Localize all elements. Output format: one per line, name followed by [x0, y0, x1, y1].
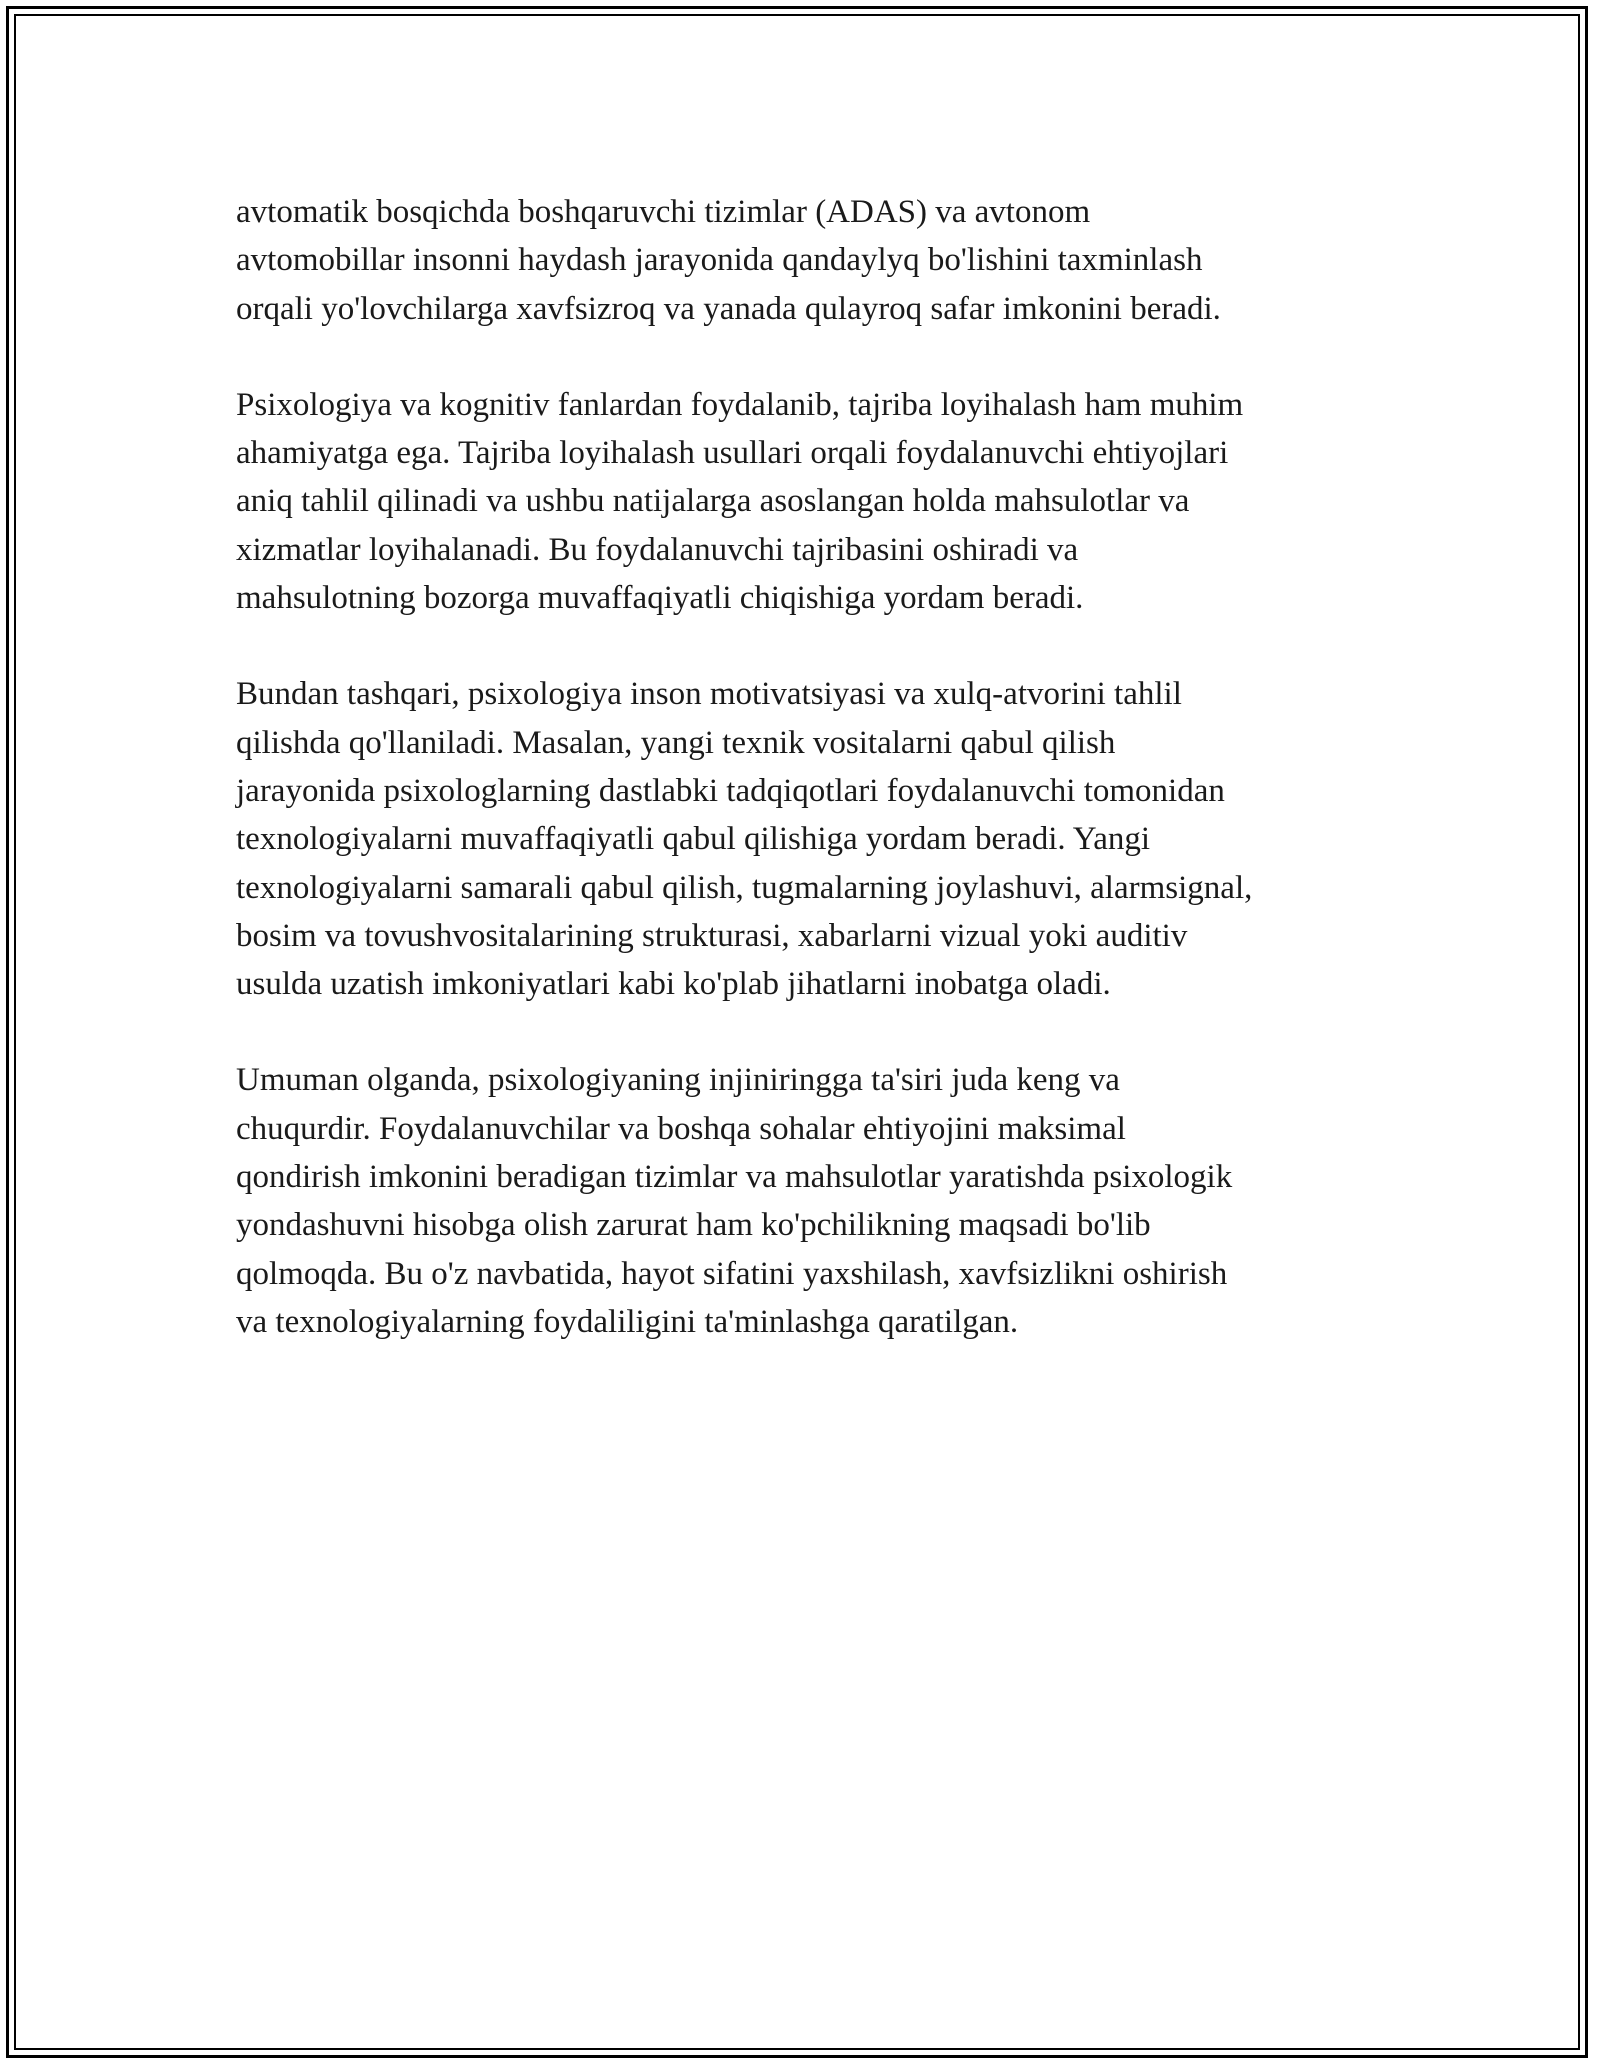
document-body: [236, 188, 1376, 1394]
paragraph-experience-design: Psixologiya va kognitiv fanlardan foydalanib, tajriba loyihalash ham muhim ahamiyatga ega. Tajriba loyihalash usullari orqali foydalanuvchi ehtiyojlari aniq tahlil qilinadi va ushbu natijalarga asoslangan holda mahsulotlar va xizmatlar loyihalanadi. Bu foydalanuvchi tajribasini oshiradi va mahsulotning bozorga muvaffaqiyatli chiqishiga yordam beradi.: [236, 386, 1244, 617]
paragraph-conclusion: Umuman olganda, psixologiyaning injiniringga ta'siri juda keng va chuqurdir. Foydalanuvchilar va boshqa sohalar ehtiyojini maksimal qondirish imkonini beradigan tizimlar va mahsulotlar yaratishda psixologik yondashuvni hisobga olish zarurat ham ko'pchilikning maqsadi bo'lib qolmoqda. Bu o'z navbatida, hayot sifatini yaxshilash, xavfsizlikni oshirish va texnologiyalarning foydaliligini ta'minlashga qaratilgan.: [236, 1062, 1233, 1340]
paragraph-motivation-behavior: Bundan tashqari, psixologiya inson motivatsiyasi va xulq-atvorini tahlil qilishda qo'llaniladi. Masalan, yangi texnik vositalarni qabul qilish jarayonida psixologlarning dastlabki tadqiqotlari foydalanuvchi tomonidan texnologiyalarni muvaffaqiyatli qabul qilishiga yordam beradi. Yangi texnologiyalarni samarali qabul qilish, tugmalarning joylashuvi, alarmsignal, bosim va tovushvositalarining strukturasi, xabarlarni vizual yoki auditiv usulda uzatish imkoniyatlari kabi ko'plab jihatlarni inobatga oladi.: [236, 676, 1253, 1003]
paragraph-adas: avtomatik bosqichda boshqaruvchi tizimlar (ADAS) va avtonom avtomobillar insonni haydash jarayonida qandaylyq bo'lishini taxminlash orqali yo'lovchilarga xavfsizroq va yanada qulayroq safar imkonini beradi.: [236, 194, 1221, 327]
